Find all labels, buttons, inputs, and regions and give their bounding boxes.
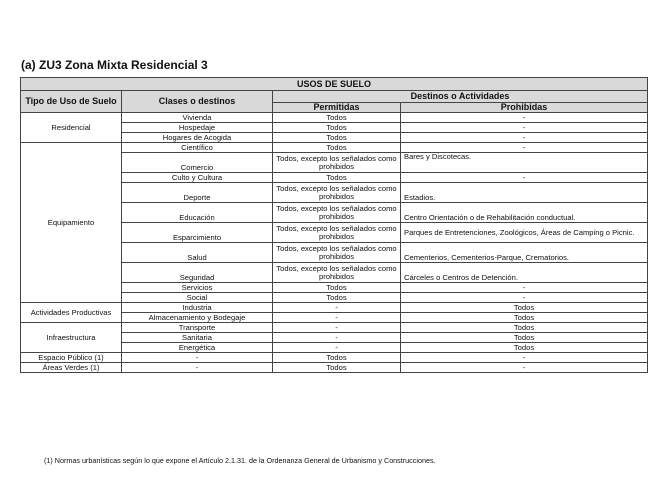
land-use-table bbox=[20, 77, 648, 373]
clase-cell: Comercio bbox=[122, 153, 273, 173]
group-infraestructura: Infraestructura bbox=[21, 323, 122, 353]
prohibidas-cell: Cárceles o Centros de Detención. bbox=[401, 263, 648, 283]
prohibidas-cell: Cementerios, Cementerios-Parque, Crematorios. bbox=[401, 243, 648, 263]
clase-cell: Esparcimiento bbox=[122, 223, 273, 243]
permitidas-cell: Todos bbox=[273, 283, 401, 293]
clase-cell: Industria bbox=[122, 303, 273, 313]
permitidas-cell: Todos bbox=[273, 133, 401, 143]
prohibidas-cell: Centro Orientación o de Rehabilitación conductual. bbox=[401, 203, 648, 223]
clase-cell: Culto y Cultura bbox=[122, 173, 273, 183]
clase-cell: Sanitaria bbox=[122, 333, 273, 343]
prohibidas-cell: - bbox=[401, 123, 648, 133]
permitidas-cell: - bbox=[273, 313, 401, 323]
table-row bbox=[21, 323, 648, 333]
clase-cell: Almacenamiento y Bodegaje bbox=[122, 313, 273, 323]
prohibidas-cell: Todos bbox=[401, 313, 648, 323]
header-destinos: Destinos o Actividades bbox=[273, 91, 648, 103]
permitidas-cell: Todos, excepto los señalados como prohibidos bbox=[273, 203, 401, 223]
prohibidas-cell: - bbox=[401, 173, 648, 183]
prohibidas-cell: - bbox=[401, 133, 648, 143]
prohibidas-cell: Bares y Discotecas. bbox=[401, 153, 648, 173]
permitidas-cell: - bbox=[273, 333, 401, 343]
permitidas-cell: Todos, excepto los señalados como prohibidos bbox=[273, 263, 401, 283]
clase-cell: Científico bbox=[122, 143, 273, 153]
prohibidas-cell: - bbox=[401, 113, 648, 123]
clase-cell: Transporte bbox=[122, 323, 273, 333]
table-row bbox=[21, 303, 648, 313]
prohibidas-cell: Todos bbox=[401, 333, 648, 343]
table-row bbox=[21, 113, 648, 123]
prohibidas-cell: Todos bbox=[401, 323, 648, 333]
prohibidas-cell: - bbox=[401, 143, 648, 153]
clase-cell: Salud bbox=[122, 243, 273, 263]
prohibidas-cell: Todos bbox=[401, 303, 648, 313]
clase-cell: Social bbox=[122, 293, 273, 303]
clase-cell: Hogares de Acogida bbox=[122, 133, 273, 143]
permitidas-cell: Todos bbox=[273, 123, 401, 133]
clase-cell: Energética bbox=[122, 343, 273, 353]
permitidas-cell: - bbox=[273, 303, 401, 313]
permitidas-cell: Todos bbox=[273, 293, 401, 303]
clase-cell: Vivienda bbox=[122, 113, 273, 123]
prohibidas-cell: - bbox=[401, 293, 648, 303]
group-residencial: Residencial bbox=[21, 113, 122, 143]
clase-cell: Seguridad bbox=[122, 263, 273, 283]
permitidas-cell: Todos, excepto los señalados como prohibidos bbox=[273, 223, 401, 243]
prohibidas-cell: - bbox=[401, 283, 648, 293]
permitidas-cell: Todos bbox=[273, 173, 401, 183]
table-row bbox=[21, 353, 648, 363]
header-clases: Clases o destinos bbox=[122, 91, 273, 113]
clase-cell: Educación bbox=[122, 203, 273, 223]
table-title: (a) ZU3 Zona Mixta Residencial 3 bbox=[21, 58, 208, 72]
header-tipo-uso: Tipo de Uso de Suelo bbox=[21, 91, 122, 113]
prohibidas-cell: - bbox=[401, 363, 648, 373]
prohibidas-cell: - bbox=[401, 353, 648, 363]
table-row bbox=[21, 363, 648, 373]
clase-cell: Deporte bbox=[122, 183, 273, 203]
permitidas-cell: Todos bbox=[273, 363, 401, 373]
header-usos-de-suelo: USOS DE SUELO bbox=[21, 78, 648, 91]
header-permitidas: Permitidas bbox=[273, 103, 401, 113]
header-prohibidas: Prohibidas bbox=[401, 103, 648, 113]
permitidas-cell: - bbox=[273, 343, 401, 353]
permitidas-cell: Todos bbox=[273, 353, 401, 363]
prohibidas-cell: Estadios. bbox=[401, 183, 648, 203]
group-equipamiento: Equipamiento bbox=[21, 143, 122, 303]
permitidas-cell: Todos bbox=[273, 143, 401, 153]
table-row bbox=[21, 143, 648, 153]
clase-cell: Hospedaje bbox=[122, 123, 273, 133]
clase-cell: - bbox=[122, 353, 273, 363]
clase-cell: Servicios bbox=[122, 283, 273, 293]
prohibidas-cell: Todos bbox=[401, 343, 648, 353]
group-areas-verdes: Áreas Verdes (1) bbox=[21, 363, 122, 373]
group-espacio-publico: Espacio Público (1) bbox=[21, 353, 122, 363]
permitidas-cell: Todos, excepto los señalados como prohibidos bbox=[273, 183, 401, 203]
permitidas-cell: Todos bbox=[273, 113, 401, 123]
permitidas-cell: Todos, excepto los señalados como prohibidos bbox=[273, 243, 401, 263]
clase-cell: - bbox=[122, 363, 273, 373]
footnote: (1) Normas urbanísticas según lo que expone el Artículo 2.1.31. de la Ordenanza General de Urbanismo y Construcciones. bbox=[44, 456, 436, 465]
permitidas-cell: - bbox=[273, 323, 401, 333]
permitidas-cell: Todos, excepto los señalados como prohibidos bbox=[273, 153, 401, 173]
group-actividades-productivas: Actividades Productivas bbox=[21, 303, 122, 323]
prohibidas-cell: Parques de Entretenciones, Zoológicos, Áreas de Camping o Picnic. bbox=[401, 223, 648, 243]
